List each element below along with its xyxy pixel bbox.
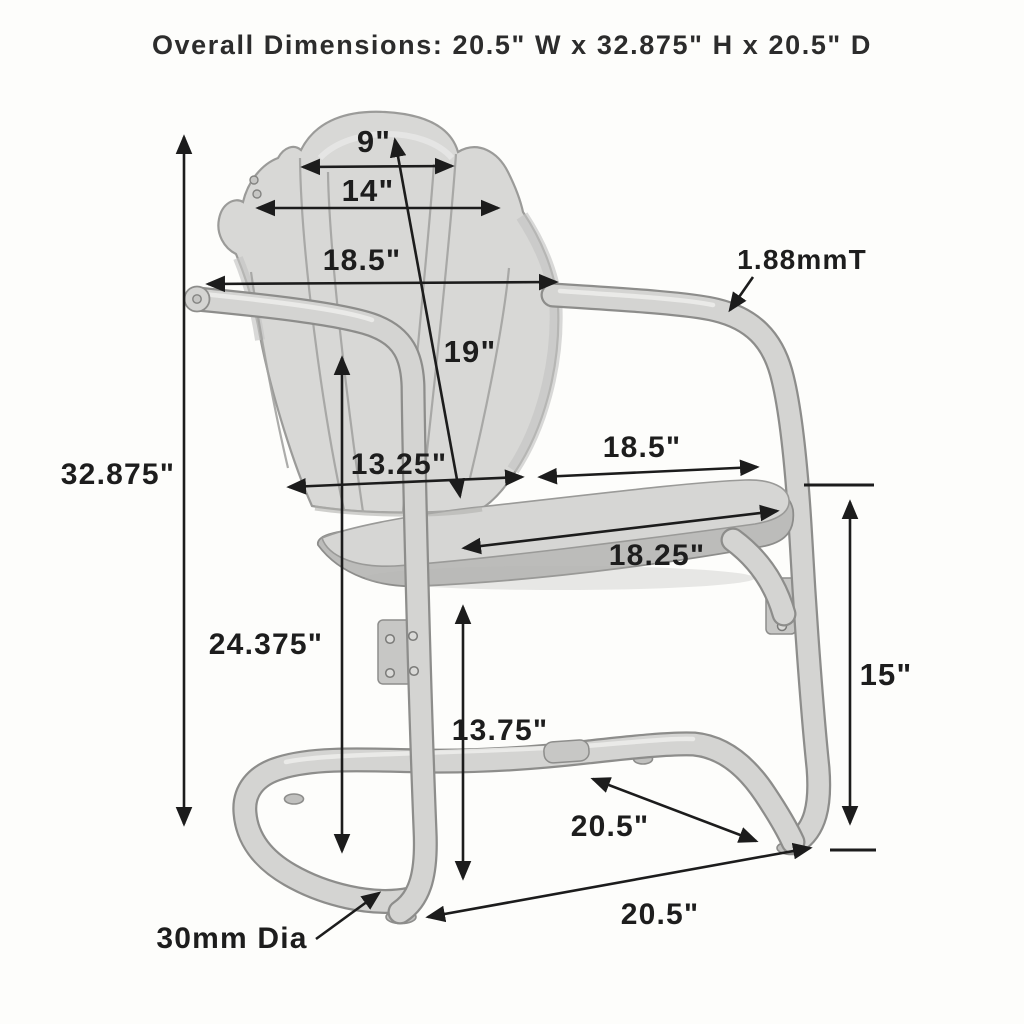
dimension-label: 19" — [443, 334, 497, 369]
dimension-label: 14" — [341, 173, 395, 208]
dimension-base-depth — [571, 779, 756, 843]
dimension-label: 18.5" — [322, 244, 402, 277]
left-bracket-screw — [386, 635, 395, 644]
dimension-label: 13.25" — [350, 448, 448, 481]
dimension-frame-height — [452, 607, 549, 878]
dimension-arrow — [540, 467, 757, 477]
chair-base-rail — [245, 739, 793, 902]
dimension-label: 9" — [356, 124, 392, 159]
dimension-overall-height — [61, 137, 184, 824]
dimension-arrow — [303, 166, 452, 167]
base-rail-sleeve-joint — [543, 739, 589, 763]
base-glide-pad — [285, 794, 304, 804]
dimension-label: 1.88mmT — [737, 244, 867, 275]
backrest-bolt — [250, 176, 258, 184]
dimension-label: 24.375" — [208, 628, 324, 661]
dimension-label: 30mm Dia — [156, 922, 308, 955]
armrest-bolt — [193, 295, 201, 303]
overall-dimensions-title: Overall Dimensions: 20.5" W x 32.875" H x 20.5" D — [151, 30, 873, 60]
dimension-label: 32.875" — [60, 458, 176, 491]
dimension-label: 20.5" — [620, 898, 700, 931]
backrest-bolt — [253, 190, 261, 198]
dimension-tube-thickness — [730, 244, 867, 310]
dimension-label: 18.5" — [602, 431, 682, 464]
dimension-label: 20.5" — [570, 810, 650, 843]
pointer-arrow — [730, 277, 753, 310]
dimension-label: 15" — [859, 657, 913, 692]
dimension-arrow — [428, 848, 810, 917]
dimension-label: 13.75" — [451, 714, 549, 747]
left-bracket-screw — [409, 632, 418, 641]
dimension-seat-front-width — [540, 431, 757, 477]
dimension-overall-depth — [428, 848, 810, 931]
dimension-label: 18.25" — [608, 539, 706, 572]
left-bracket-screw — [410, 667, 419, 676]
left-bracket-screw — [386, 669, 395, 678]
